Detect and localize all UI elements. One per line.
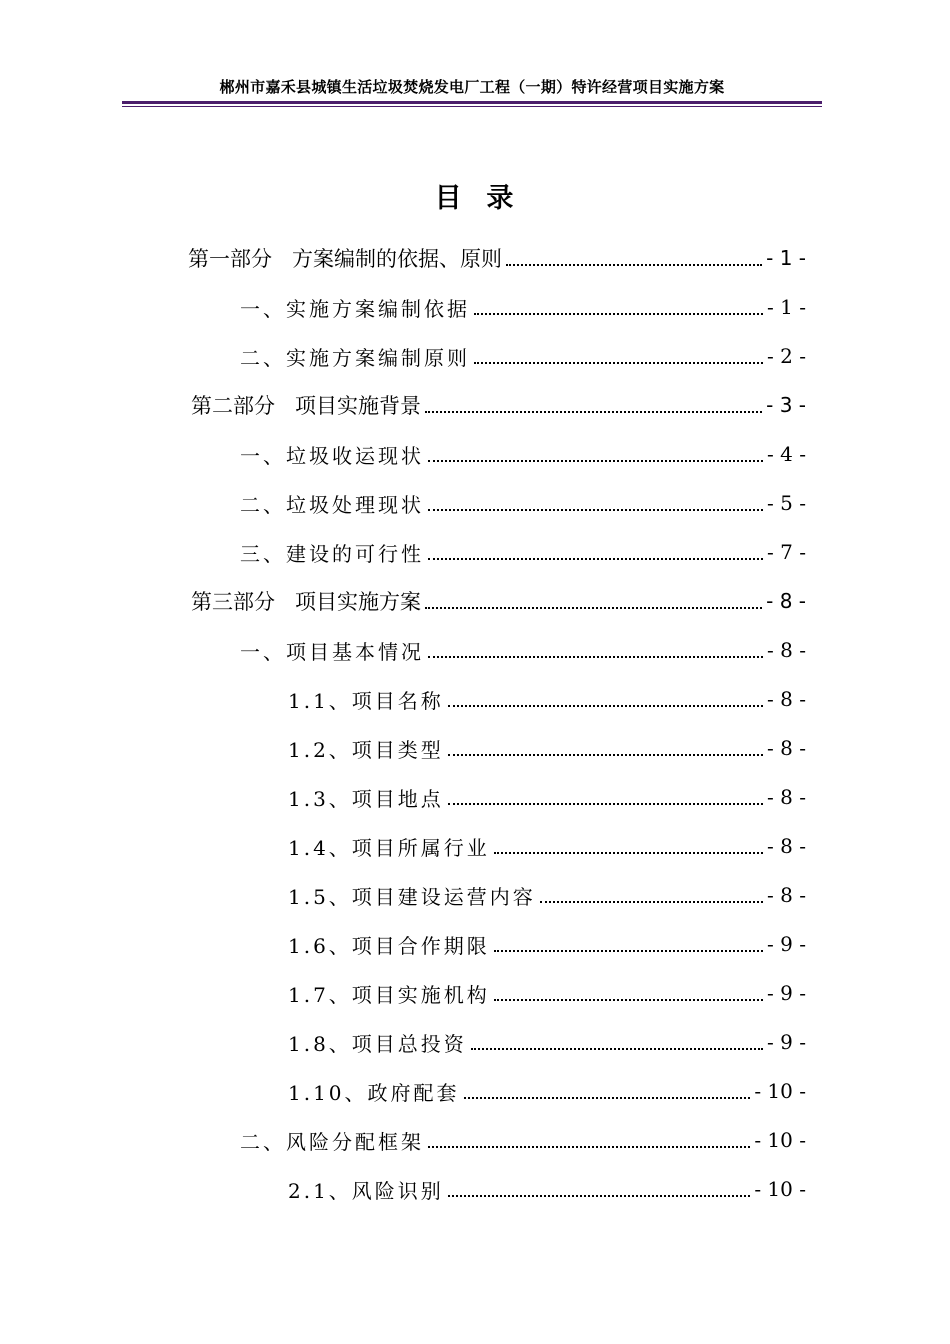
toc-entry-text: 一、项目基本情况 <box>240 639 424 664</box>
toc-leader-dots <box>448 754 763 756</box>
toc-entry-page: - 8 - <box>767 736 806 760</box>
toc-entry-text: 1.1、项目名称 <box>288 688 444 713</box>
toc-entry[interactable] <box>288 826 806 866</box>
toc-entry-text: 1.2、项目类型 <box>288 737 444 762</box>
toc-entry-page: - 8 - <box>767 834 806 858</box>
toc-leader-dots <box>448 705 763 707</box>
toc-leader-dots <box>428 656 763 658</box>
toc-entry[interactable] <box>288 679 806 719</box>
toc-leader-dots <box>494 852 763 854</box>
toc-leader-dots <box>494 999 763 1001</box>
toc-title: 目 录 <box>434 183 516 214</box>
toc-leader-dots <box>428 1146 750 1148</box>
toc-entry[interactable] <box>240 1120 806 1160</box>
toc-entry[interactable] <box>191 385 806 425</box>
toc-leader-dots <box>448 803 763 805</box>
toc-leader-dots <box>428 460 763 462</box>
toc-entry-text: 二、风险分配框架 <box>240 1129 424 1154</box>
toc-entry-text: 1.10、政府配套 <box>288 1080 460 1105</box>
toc-entry[interactable] <box>191 581 806 621</box>
toc-entry-page: - 4 - <box>767 442 806 466</box>
toc-entry-page: - 7 - <box>767 540 806 564</box>
toc-entry-page: - 10 - <box>754 1177 806 1201</box>
toc-entry-text: 二、实施方案编制原则 <box>240 345 470 370</box>
toc-entry-page: - 1 - <box>766 246 806 270</box>
running-header: 郴州市嘉禾县城镇生活垃圾焚烧发电厂工程（一期）特许经营项目实施方案 <box>219 78 725 96</box>
toc-leader-dots <box>474 313 763 315</box>
toc-entry[interactable] <box>240 434 806 474</box>
toc-entry-page: - 5 - <box>767 491 806 515</box>
toc-leader-dots <box>448 1195 751 1197</box>
toc-leader-dots <box>471 1048 763 1050</box>
toc-entry[interactable] <box>288 1071 806 1111</box>
toc-entry-text: 一、实施方案编制依据 <box>240 296 470 321</box>
header-rule-thin <box>122 106 822 107</box>
toc-entry-page: - 3 - <box>766 393 806 417</box>
toc-entry-text: 1.6、项目合作期限 <box>288 933 490 958</box>
toc-entry[interactable] <box>288 728 806 768</box>
toc-entry-page: - 10 - <box>754 1128 806 1152</box>
toc-entry[interactable] <box>288 1169 806 1209</box>
toc-entry[interactable] <box>288 924 806 964</box>
toc-entry[interactable] <box>288 973 806 1013</box>
toc-entry-page: - 10 - <box>754 1079 806 1103</box>
toc-leader-dots <box>428 509 763 511</box>
toc-entry-page: - 9 - <box>767 1030 806 1054</box>
toc-entry[interactable] <box>288 777 806 817</box>
toc-entry-text: 2.1、风险识别 <box>288 1178 444 1203</box>
toc-entry[interactable] <box>188 238 806 278</box>
toc-entry[interactable] <box>288 1022 806 1062</box>
toc-entry-page: - 8 - <box>767 883 806 907</box>
toc-entry[interactable] <box>240 287 806 327</box>
toc-leader-dots <box>428 558 763 560</box>
toc-entry-text: 二、垃圾处理现状 <box>240 492 424 517</box>
toc-entry-text: 1.7、项目实施机构 <box>288 982 490 1007</box>
toc-entry[interactable] <box>288 875 806 915</box>
header-rule-thick <box>122 101 822 104</box>
toc-leader-dots <box>425 607 762 609</box>
toc-entry-text: 一、垃圾收运现状 <box>240 443 424 468</box>
toc-entry-page: - 9 - <box>767 981 806 1005</box>
toc-entry[interactable] <box>240 483 806 523</box>
toc-entry-page: - 9 - <box>767 932 806 956</box>
toc-entry-text: 三、建设的可行性 <box>240 541 424 566</box>
toc-entry[interactable] <box>240 336 806 376</box>
toc-leader-dots <box>425 411 762 413</box>
toc-entry-text: 1.4、项目所属行业 <box>288 835 490 860</box>
toc-entry-page: - 8 - <box>766 589 806 613</box>
toc-leader-dots <box>474 362 763 364</box>
toc-entry-text: 1.3、项目地点 <box>288 786 444 811</box>
toc-entry-text: 第一部分 方案编制的依据、原则 <box>188 247 503 271</box>
toc-entry-page: - 8 - <box>767 638 806 662</box>
toc-leader-dots <box>494 950 763 952</box>
toc-leader-dots <box>506 264 762 266</box>
toc-entry-page: - 8 - <box>767 785 806 809</box>
toc-entry-text: 1.8、项目总投资 <box>288 1031 467 1056</box>
toc-entry-page: - 1 - <box>767 295 806 319</box>
toc-entry-page: - 2 - <box>767 344 806 368</box>
toc-leader-dots <box>540 901 763 903</box>
toc-entry[interactable] <box>240 532 806 572</box>
toc-entry-text: 1.5、项目建设运营内容 <box>288 884 536 909</box>
toc-entry[interactable] <box>240 630 806 670</box>
toc-leader-dots <box>464 1097 751 1099</box>
toc-entry-text: 第二部分 项目实施背景 <box>191 394 422 418</box>
toc-entry-text: 第三部分 项目实施方案 <box>191 590 422 614</box>
toc-entry-page: - 8 - <box>767 687 806 711</box>
